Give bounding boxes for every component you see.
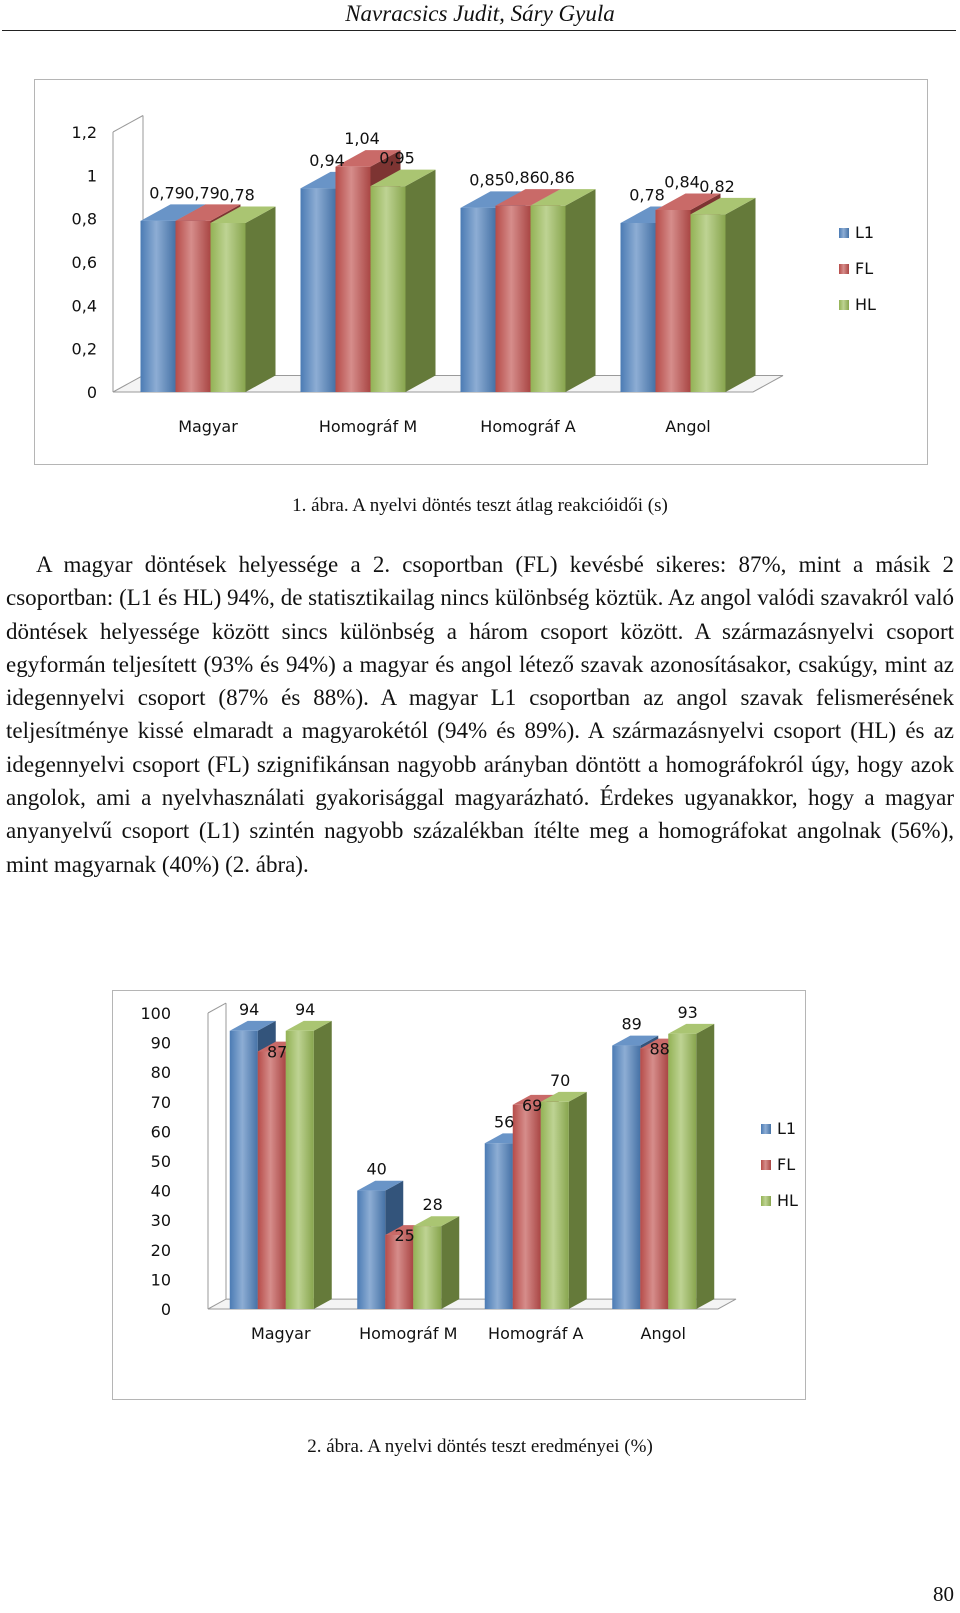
- bar-fl: [258, 1051, 286, 1309]
- bar-hl: [691, 214, 726, 392]
- data-label: 0,86: [504, 168, 540, 188]
- legend-label: HL: [855, 295, 876, 314]
- y-tick-label: 1,2: [71, 123, 97, 142]
- bar-side-hl: [246, 207, 276, 393]
- y-tick-label: 60: [150, 1122, 171, 1142]
- y-tick-label: 50: [150, 1152, 171, 1171]
- data-label: 88: [649, 1039, 670, 1059]
- y-tick-label: 40: [150, 1181, 171, 1201]
- legend-label: FL: [777, 1155, 796, 1174]
- bar-l1: [357, 1191, 385, 1309]
- x-category-label: Homográf M: [359, 1324, 458, 1343]
- legend-swatch-hl: [839, 300, 849, 310]
- figure-2-chart: [112, 990, 806, 1400]
- bar-fl: [176, 221, 211, 392]
- bar-fl: [336, 167, 371, 392]
- y-tick-label: 70: [150, 1092, 171, 1112]
- legend-swatch-hl: [761, 1196, 771, 1206]
- bar-l1: [230, 1031, 258, 1309]
- x-category-label: Angol: [640, 1324, 686, 1343]
- data-label: 87: [266, 1042, 288, 1062]
- bar-fl: [385, 1235, 413, 1309]
- y-tick-label: 1: [86, 166, 97, 186]
- data-label: 25: [394, 1226, 415, 1246]
- x-category-label: Angol: [665, 417, 711, 436]
- figure-2-chart-svg: [113, 991, 805, 1399]
- body-paragraph: A magyar döntések helyessége a 2. csoportban (FL) kevésbé sikeres: 87%, mint a másik 2 csoportban: (L1 és HL) 94%, de statisztikailag nincs különbség köztük. Az angol valódi szavakról való döntések helyessége között sincs különbség a három csoport között. A származásnyelvi csoport egyformán teljesített (93% és 94%) a magyar és angol létező szavak azonosításakor, csakúgy, mint az idegennyelvi csoport (87% és 88%). A magyar L1 csoportban az angol szavak felismerésének teljesítménye kissé elmaradt a magyarokétól (94% és 89%). A származásnyelvi csoport (HL) és az idegennyelvi csoport (FL) szignifikánsan nagyobb arányban döntött a homográfokról úgy, hogy azok angolok, ami a nyelvhasználati gyakorisággal magyarázható. Érdekes ugyanakkor, hogy a magyar anyanyelvű csoport (L1) szintén nagyobb százalékban ítélte meg a homográfokat angolnak (56%), mint magyarnak (40%) (2. ábra).: [6, 552, 954, 877]
- bar-l1: [301, 188, 336, 392]
- bar-l1: [485, 1143, 513, 1309]
- x-category-label: Magyar: [250, 1324, 311, 1343]
- bar-l1: [461, 208, 496, 392]
- data-label: 0,78: [219, 185, 255, 205]
- legend-swatch-l1: [761, 1124, 771, 1134]
- running-head: Navracsics Judit, Sáry Gyula: [345, 1, 615, 26]
- y-tick-label: 0,2: [71, 339, 97, 359]
- bar-l1: [612, 1046, 640, 1309]
- bar-hl: [531, 206, 566, 392]
- bar-fl: [513, 1105, 541, 1309]
- y-tick-label: 10: [150, 1270, 171, 1290]
- y-tick-label: 0,8: [71, 209, 97, 229]
- x-category-label: Homográf A: [480, 417, 576, 436]
- legend-label: HL: [777, 1191, 798, 1210]
- x-category-label: Homográf A: [488, 1324, 584, 1343]
- bar-side-hl: [314, 1021, 332, 1309]
- data-label: 0,78: [629, 185, 665, 205]
- header-rule: [2, 30, 956, 31]
- bar-hl: [541, 1102, 569, 1309]
- legend-swatch-l1: [839, 228, 849, 238]
- figure-1-chart-svg: [35, 80, 927, 464]
- figure-2-caption: 2. ábra. A nyelvi döntés teszt eredményei (%): [307, 1436, 653, 1457]
- y-tick-label: 0,6: [71, 253, 97, 272]
- bar-hl: [413, 1226, 441, 1309]
- bar-side-hl: [566, 189, 596, 392]
- y-axis-depth-line: [113, 116, 143, 133]
- y-tick-label: 80: [150, 1063, 171, 1083]
- x-category-label: Homográf M: [318, 417, 418, 436]
- y-tick-label: 20: [150, 1240, 171, 1260]
- figure-1-caption: 1. ábra. A nyelvi döntés teszt átlag reakcióidői (s): [292, 495, 668, 516]
- bar-hl: [286, 1031, 314, 1309]
- bar-side-hl: [406, 170, 436, 392]
- bar-l1: [621, 223, 656, 392]
- data-label: 69: [521, 1095, 543, 1115]
- y-tick-label: 0: [160, 1300, 171, 1319]
- bar-side-hl: [441, 1216, 459, 1309]
- figure-1-chart: [34, 79, 928, 465]
- data-label: 0,95: [379, 148, 415, 168]
- data-label: 56: [493, 1112, 515, 1132]
- legend-swatch-fl: [839, 264, 849, 274]
- data-label: 0,79: [184, 183, 220, 203]
- y-tick-label: 0: [86, 383, 97, 402]
- bar-l1: [141, 221, 176, 392]
- bar-hl: [371, 186, 406, 392]
- data-label: 0,84: [664, 172, 700, 192]
- data-label: 40: [366, 1159, 387, 1179]
- bar-side-hl: [726, 198, 756, 392]
- legend-label: L1: [855, 223, 875, 242]
- bar-side-hl: [569, 1092, 587, 1309]
- y-axis-depth-line: [208, 1003, 226, 1013]
- y-tick-label: 90: [150, 1033, 171, 1053]
- data-label: 0,85: [469, 170, 505, 190]
- bar-fl: [656, 210, 691, 392]
- legend-swatch-fl: [761, 1160, 771, 1170]
- data-label: 70: [549, 1070, 571, 1090]
- data-label: 1,04: [344, 129, 380, 149]
- data-label: 0,79: [149, 183, 185, 203]
- bar-hl: [668, 1034, 696, 1309]
- data-label: 89: [621, 1014, 642, 1034]
- data-label: 94: [238, 999, 260, 1019]
- data-label: 28: [422, 1195, 443, 1215]
- page-number: 80: [933, 1582, 954, 1606]
- y-tick-label: 30: [150, 1211, 171, 1231]
- bar-fl: [640, 1049, 668, 1309]
- bar-hl: [211, 223, 246, 392]
- y-tick-label: 100: [140, 1004, 171, 1023]
- data-label: 94: [294, 999, 316, 1019]
- data-label: 0,82: [699, 176, 735, 196]
- x-category-label: Magyar: [178, 417, 238, 436]
- legend-label: L1: [777, 1119, 797, 1138]
- data-label: 0,86: [539, 168, 575, 188]
- data-label: 0,94: [309, 150, 345, 170]
- bar-side-hl: [696, 1024, 714, 1309]
- legend-label: FL: [855, 259, 874, 278]
- y-tick-label: 0,4: [71, 296, 97, 316]
- bar-fl: [496, 206, 531, 392]
- data-label: 93: [677, 1002, 698, 1022]
